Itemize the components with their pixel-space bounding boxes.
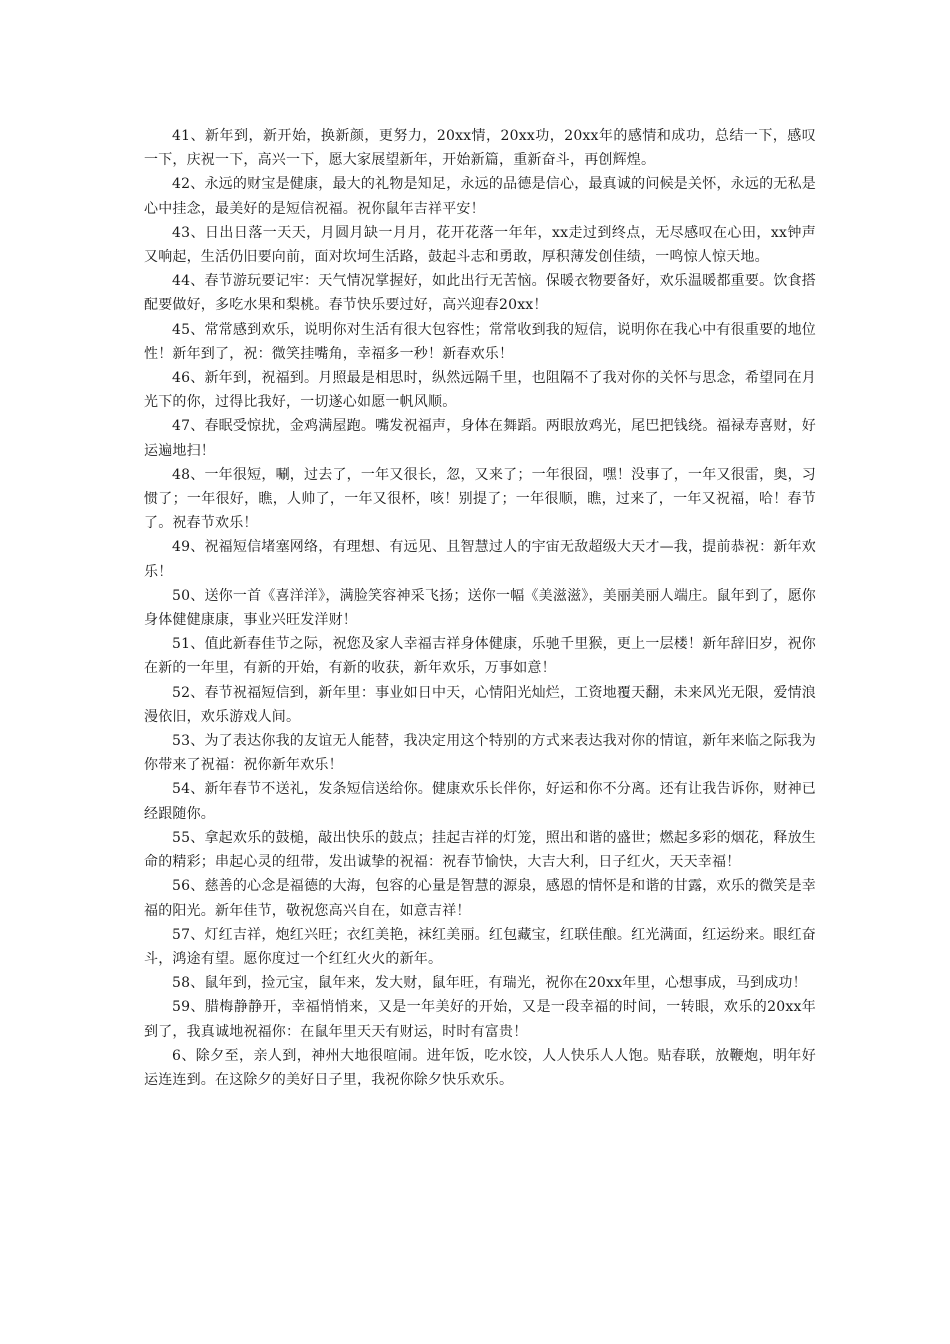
paragraph-50: 50、送你一首《喜洋洋》，满脸笑容神采飞扬；送你一幅《美滋滋》，美丽美丽人端庄。鼠年到了，愿你身体健健康康，事业兴旺发洋财！ [144, 587, 816, 629]
paragraph-48: 48、一年很短，唰，过去了，一年又很长，忽，又来了；一年很囧，嘿！没事了，一年又很雷，奥，习惯了；一年很好，瞧，人帅了，一年又很杯，咳！别提了；一年很顺，瞧，过来了，一年又祝福，哈！春节了。祝春节欢乐！ [144, 466, 816, 532]
paragraph-47: 47、春眠受惊扰，金鸡满屋跑。嘴发祝福声，身体在舞蹈。两眼放鸡光，尾巴把钱绕。福禄寿喜财，好运遍地扫！ [144, 418, 816, 459]
paragraph-46: 46、新年到，祝福到。月照最是相思时，纵然远隔千里，也阻隔不了我对你的关怀与思念，希望同在月光下的你，过得比我好，一切遂心如愿一帆风顺。 [144, 370, 816, 411]
document-page [144, 124, 816, 1092]
paragraph-59: 59、腊梅静静开，幸福悄悄来，又是一年美好的开始，又是一段幸福的时间，一转眼，欢乐的20xx年到了，我真诚地祝福你：在鼠年里天天有财运，时时有富贵！ [144, 999, 816, 1040]
paragraph-51: 51、值此新春佳节之际，祝您及家人幸福吉祥身体健康，乐驰千里猴，更上一层楼！新年辞旧岁，祝你在新的一年里，有新的开始，有新的收获，新年欢乐，万事如意！ [144, 636, 816, 677]
paragraph-58: 58、鼠年到，捡元宝，鼠年来，发大财，鼠年旺，有瑞光，祝你在20xx年里，心想事成，马到成功！ [172, 975, 807, 992]
paragraph-49: 49、祝福短信堵塞网络，有理想、有远见、且智慧过人的宇宙无敌超级大天才—我，提前恭祝：新年欢乐！ [144, 539, 816, 580]
paragraph-52: 52、春节祝福短信到，新年里：事业如日中天，心情阳光灿烂，工资地覆天翻，未来风光无限，爱情浪漫依旧，欢乐游戏人间。 [144, 684, 816, 725]
paragraph-53: 53、为了表达你我的友谊无人能替，我决定用这个特别的方式来表达我对你的情谊，新年来临之际我为你带来了祝福：祝你新年欢乐！ [144, 733, 816, 774]
paragraph-44: 44、春节游玩要记牢：天气情况掌握好，如此出行无苦恼。保暖衣物要备好，欢乐温暖都重要。饮食搭配要做好，多吃水果和梨桃。春节快乐要过好，高兴迎春20xx！ [144, 273, 816, 314]
paragraph-6: 6、除夕至，亲人到，神州大地很喧闹。进年饭，吃水饺，人人快乐人人饱。贴春联，放鞭炮，明年好运连连到。在这除夕的美好日子里，我祝你除夕快乐欢乐。 [144, 1047, 816, 1088]
paragraph-57: 57、灯红吉祥，炮红兴旺；衣红美艳，袜红美丽。红包藏宝，红联佳酿。红光满面，红运纷来。眼红奋斗，鸿途有望。愿你度过一个红红火火的新年。 [144, 926, 816, 967]
paragraph-56: 56、慈善的心念是福德的大海，包容的心量是智慧的源泉，感恩的情怀是和谐的甘露，欢乐的微笑是幸福的阳光。新年佳节，敬祝您高兴自在，如意吉祥！ [144, 878, 816, 919]
paragraph-55: 55、拿起欢乐的鼓槌，敲出快乐的鼓点；挂起吉祥的灯笼，照出和谐的盛世；燃起多彩的烟花，释放生命的精彩；串起心灵的纽带，发出诚挚的祝福：祝春节愉快，大吉大利，日子红火，天天幸福！ [144, 829, 816, 871]
paragraph-54: 54、新年春节不送礼，发条短信送给你。健康欢乐长伴你，好运和你不分离。还有让我告诉你，财神已经跟随你。 [144, 781, 816, 822]
paragraph-42: 42、永远的财宝是健康，最大的礼物是知足，永远的品德是信心，最真诚的问候是关怀，永远的无私是心中挂念，最美好的是短信祝福。祝你鼠年吉祥平安！ [144, 176, 816, 217]
paragraph-43: 43、日出日落一天天，月圆月缺一月月，花开花落一年年，xx走过到终点，无尽感叹在心田，xx钟声又响起，生活仍旧要向前，面对坎坷生活路，鼓起斗志和勇敢，厚积薄发创佳绩，一鸣惊人惊天地。 [144, 224, 816, 266]
paragraph-45: 45、常常感到欢乐，说明你对生活有很大包容性；常常收到我的短信，说明你在我心中有很重要的地位性！新年到了，祝：微笑挂嘴角，幸福多一秒！新春欢乐！ [144, 321, 816, 362]
paragraph-41: 41、新年到，新开始，换新颜，更努力，20xx情，20xx功，20xx年的感情和成功，总结一下，感叹一下，庆祝一下，高兴一下，愿大家展望新年，开始新篇，重新奋斗，再创辉煌。 [144, 128, 816, 169]
